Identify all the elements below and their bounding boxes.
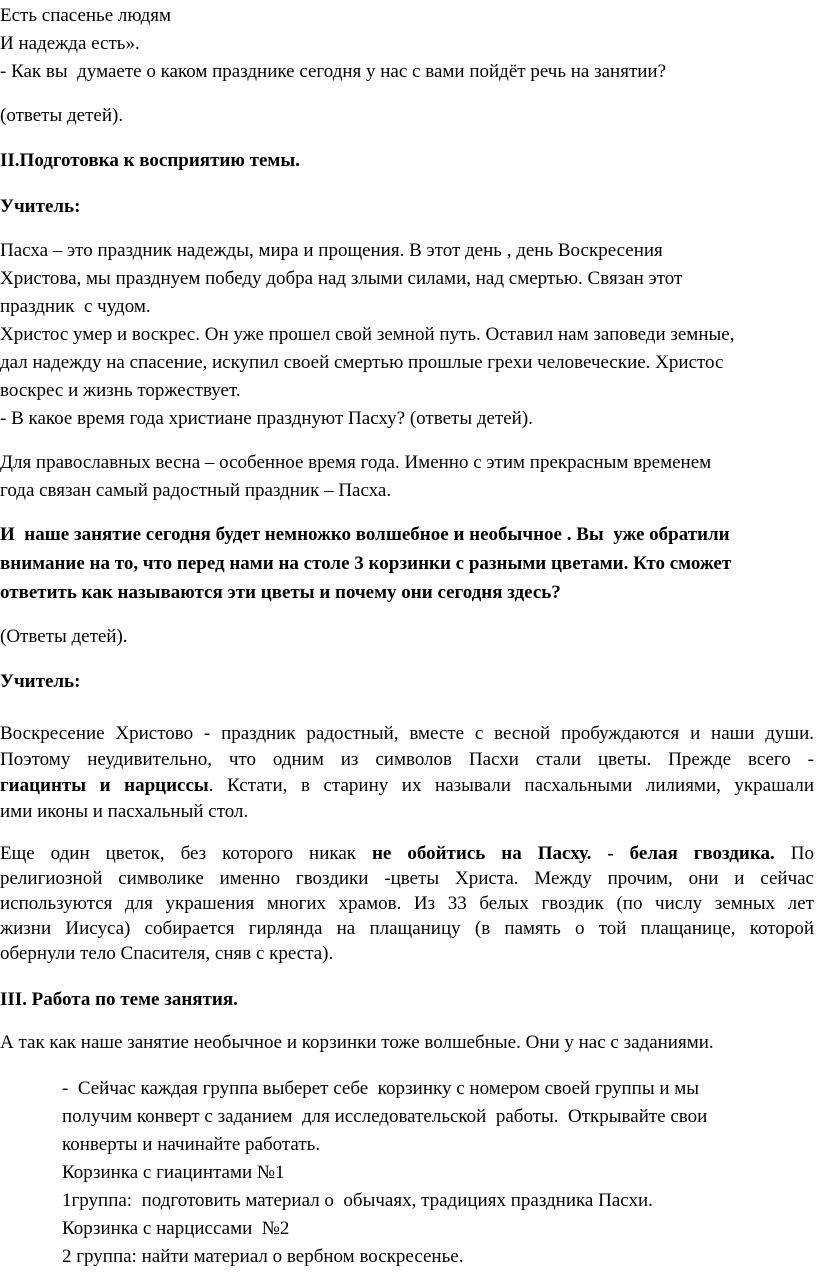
paragraph-line: праздник с чудом. [0, 296, 151, 317]
paragraph-line [0, 840, 814, 868]
paragraph-line: обернули тело Спасителя, сняв с креста). [0, 943, 334, 964]
paragraph-line: Пасха – это праздник надежды, мира и прощения. В этот день , день Воскресения [0, 240, 663, 261]
bold-paragraph-line: И наше занятие сегодня будет немножко волшебное и необычное . Вы уже обратили [0, 524, 730, 545]
list-item: - Сейчас каждая группа выберет себе корзинку с номером своей группы и мы [62, 1078, 700, 1099]
opening-question: - Как вы думаете о каком празднике сегодня у нас с вами пойдёт речь на занятии? [0, 61, 667, 82]
poem-line-2: И надежда есть». [0, 33, 140, 54]
section-3-heading: III. Работа по теме занятия. [0, 989, 238, 1010]
paragraph-line: Христова, мы празднуем победу добра над злыми силами, над смертью. Связан этот [0, 268, 683, 289]
children-answers: (ответы детей). [0, 105, 124, 126]
paragraph-text: . Кстати, в старину их называли пасхальными лилиями, украшали [208, 775, 814, 796]
paragraph-line: Христос умер и воскрес. Он уже прошел свой земной путь. Оставил нам заповеди земные, [0, 324, 735, 345]
bold-paragraph-line: ответить как называются эти цветы и почему они сегодня здесь? [0, 582, 561, 603]
list-item: Корзинка с нарциссами №2 [62, 1218, 290, 1239]
paragraph-line: Для православных весна – особенное время года. Именно с этим прекрасным временем [0, 452, 712, 473]
list-item: 1группа: подготовить материал о обычаях, традициях праздника Пасхи. [62, 1190, 653, 1211]
paragraph-line: религиозной символике именно гвоздики -цветы Христа. Между прочим, они и сейчас [0, 868, 814, 889]
paragraph-line [0, 772, 814, 800]
paragraph-line: воскрес и жизнь торжествует. [0, 380, 241, 401]
teacher-label: Учитель: [0, 671, 81, 692]
paragraph-text: Еще один цветок, без которого никак [0, 843, 372, 864]
paragraph-line: используются для украшения многих храмов. Из 33 белых гвоздик (по числу земных лет [0, 893, 814, 914]
paragraph-line: Воскресение Христово - праздник радостный, вместе с весной пробуждаются и наши души. [0, 723, 814, 744]
easter-question: - В какое время года христиане празднуют Пасху? (ответы детей). [0, 408, 533, 429]
paragraph-line: ими иконы и пасхальный стол. [0, 801, 249, 822]
list-item: конверты и начинайте работать. [62, 1134, 321, 1155]
teacher-label: Учитель: [0, 196, 81, 217]
paragraph-line: дал надежду на спасение, искупил своей смертью прошлые грехи человеческие. Христос [0, 352, 724, 373]
carnation-bold-text: не обойтись на Пасху. - белая гвоздика. [371, 843, 775, 864]
section-3-intro: А так как наше занятие необычное и корзинки тоже волшебные. Они у нас с заданиями. [0, 1032, 714, 1053]
paragraph-text: По [774, 843, 814, 864]
list-item: Корзинка с гиацинтами №1 [62, 1162, 285, 1183]
paragraph-line: Поэтому неудивительно, что одним из символов Пасхи стали цветы. Прежде всего - [0, 749, 814, 770]
bold-paragraph-line: внимание на то, что перед нами на столе 3 корзинки с разными цветами. Кто сможет [0, 553, 732, 574]
flowers-bold-text: гиацинты и нарциссы [0, 775, 209, 796]
section-2-heading: II.Подготовка к восприятию темы. [0, 150, 300, 171]
paragraph-line: года связан самый радостный праздник – Пасха. [0, 480, 392, 501]
children-answers: (Ответы детей). [0, 626, 128, 647]
list-item: 2 группа: найти материал о вербном воскресенье. [62, 1246, 464, 1267]
poem-line-1: Есть спасенье людям [0, 5, 172, 26]
paragraph-line: жизни Иисуса) собирается гирлянда на плащаницу (в память о той плащанице, которой [0, 918, 814, 939]
list-item: получим конверт с заданием для исследовательской работы. Открывайте свои [62, 1106, 708, 1127]
